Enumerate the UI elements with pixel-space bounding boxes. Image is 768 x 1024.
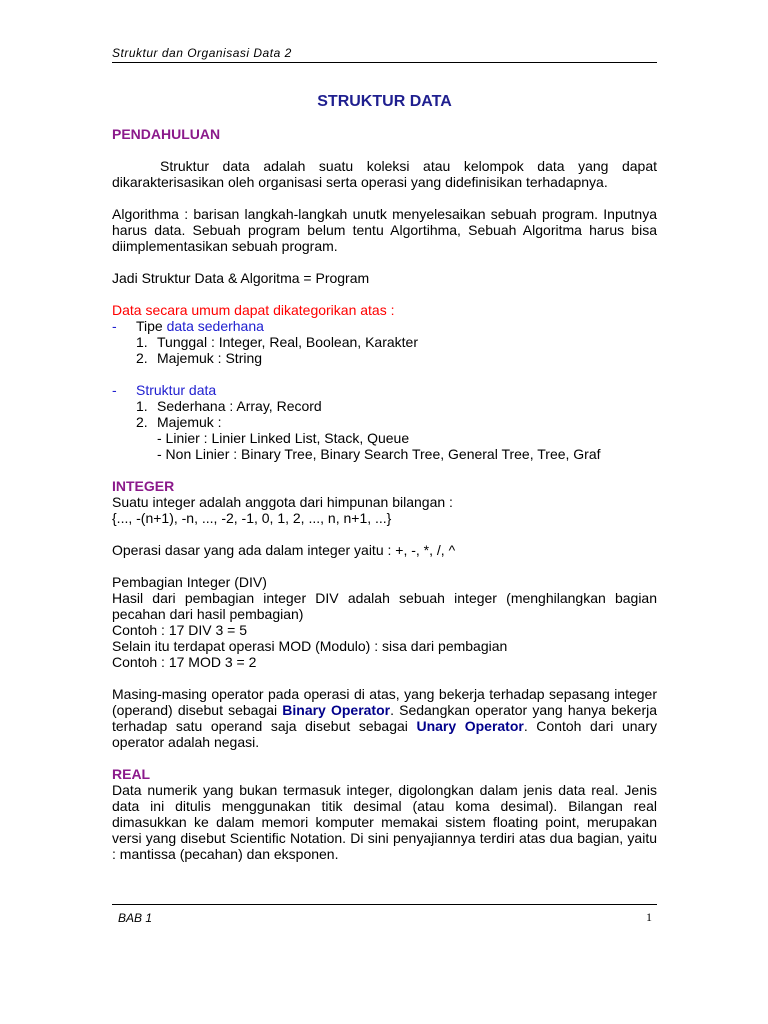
- tipe-label: data sederhana: [166, 318, 264, 334]
- dash-bullet: -: [112, 318, 117, 334]
- div-example: Contoh : 17 DIV 3 = 5: [112, 622, 248, 638]
- div-description: Hasil dari pembagian integer DIV adalah sebuah integer (menghilangkan bagian pecahan dari hasil pembagian): [112, 590, 657, 622]
- sub-list-item: - Non Linier : Binary Tree, Binary Search Tree, General Tree, Tree, Graf: [157, 446, 601, 462]
- page-number: 1: [646, 910, 652, 924]
- list-number: 2.: [136, 414, 148, 430]
- paragraph-struktur-data: Struktur data adalah suatu koleksi atau kelompok data yang dapat dikarakterisasikan oleh organisasi serta operasi yang didefinisikan terhadapnya.: [112, 158, 657, 190]
- struktur-label: Struktur data: [136, 382, 217, 398]
- footer-chapter: BAB 1: [118, 911, 153, 925]
- mod-example: Contoh : 17 MOD 3 = 2: [112, 654, 257, 670]
- list-number: 1.: [136, 334, 148, 350]
- list-item-tipe: [112, 318, 657, 334]
- kategori-intro: Data secara umum dapat dikategorikan atas :: [112, 302, 395, 318]
- running-header: Struktur dan Organisasi Data 2: [112, 46, 292, 60]
- list-text: Sederhana : Array, Record: [157, 398, 322, 414]
- operator-text: Masing-masing operator pada operasi di atas, yang bekerja terhadap sepasang integer (operand) disebut sebagai: [112, 686, 657, 718]
- operator-text: . Contoh dari unary operator adalah negasi.: [112, 718, 657, 750]
- list-number: 1.: [136, 398, 148, 414]
- list-item: [112, 350, 657, 366]
- operator-text: . Sedangkan operator yang hanya bekerja terhadap satu operand saja disebut sebagai: [112, 702, 658, 734]
- sub-list-item: - Linier : Linier Linked List, Stack, Queue: [157, 430, 410, 446]
- list-item-struktur: [112, 382, 657, 398]
- paragraph-algorithma: Algorithma : barisan langkah-langkah unutk menyelesaikan sebuah program. Inputnya harus data. Sebuah program belum tentu Algortihma, Sebuah Algoritma harus bisa diimplementasikan sebuah program.: [112, 206, 657, 254]
- footer-rule: [112, 904, 657, 905]
- paragraph-program: Jadi Struktur Data & Algoritma = Program: [112, 270, 370, 286]
- real-paragraph: Data numerik yang bukan termasuk integer, digolongkan dalam jenis data real. Jenis data ini ditulis menggunakan titik desimal (atau koma desimal). Bilangan real dimasukkan ke dalam memori komputer memakai sistem floating point, merupakan versi yang disebut Scientific Notation. Di sini penyajiannya terdiri atas dua bagian, yaitu : mantissa (pecahan) dan eksponen.: [112, 782, 657, 862]
- mod-description: Selain itu terdapat operasi MOD (Modulo) : sisa dari pembagian: [112, 638, 508, 654]
- list-text: Majemuk : String: [157, 350, 263, 366]
- unary-operator-term: Unary Operator: [416, 718, 524, 734]
- list-text: Tunggal : Integer, Real, Boolean, Karakter: [157, 334, 418, 350]
- tipe-line: [136, 318, 264, 334]
- list-number: 2.: [136, 350, 148, 366]
- header-rule: [112, 62, 657, 63]
- list-item: [112, 398, 657, 414]
- list-item: [112, 334, 657, 350]
- integer-set: {..., -(n+1), -n, ..., -2, -1, 0, 1, 2, ..., n, n+1, ...}: [112, 510, 392, 526]
- section-heading-pendahuluan: PENDAHULUAN: [112, 126, 221, 142]
- operator-paragraph: [112, 686, 657, 750]
- list-text: Majemuk :: [157, 414, 222, 430]
- tipe-prefix: Tipe: [136, 318, 167, 334]
- integer-operations: Operasi dasar yang ada dalam integer yaitu : +, -, *, /, ^: [112, 542, 456, 558]
- integer-definition: Suatu integer adalah anggota dari himpunan bilangan :: [112, 494, 453, 510]
- list-item: [112, 414, 657, 430]
- binary-operator-term: Binary Operator: [282, 702, 391, 718]
- dash-bullet: -: [112, 382, 117, 398]
- page-content: [112, 90, 657, 862]
- section-heading-integer: INTEGER: [112, 478, 175, 494]
- section-heading-real: REAL: [112, 766, 151, 782]
- div-title: Pembagian Integer (DIV): [112, 574, 267, 590]
- page-title: STRUKTUR DATA: [317, 93, 452, 110]
